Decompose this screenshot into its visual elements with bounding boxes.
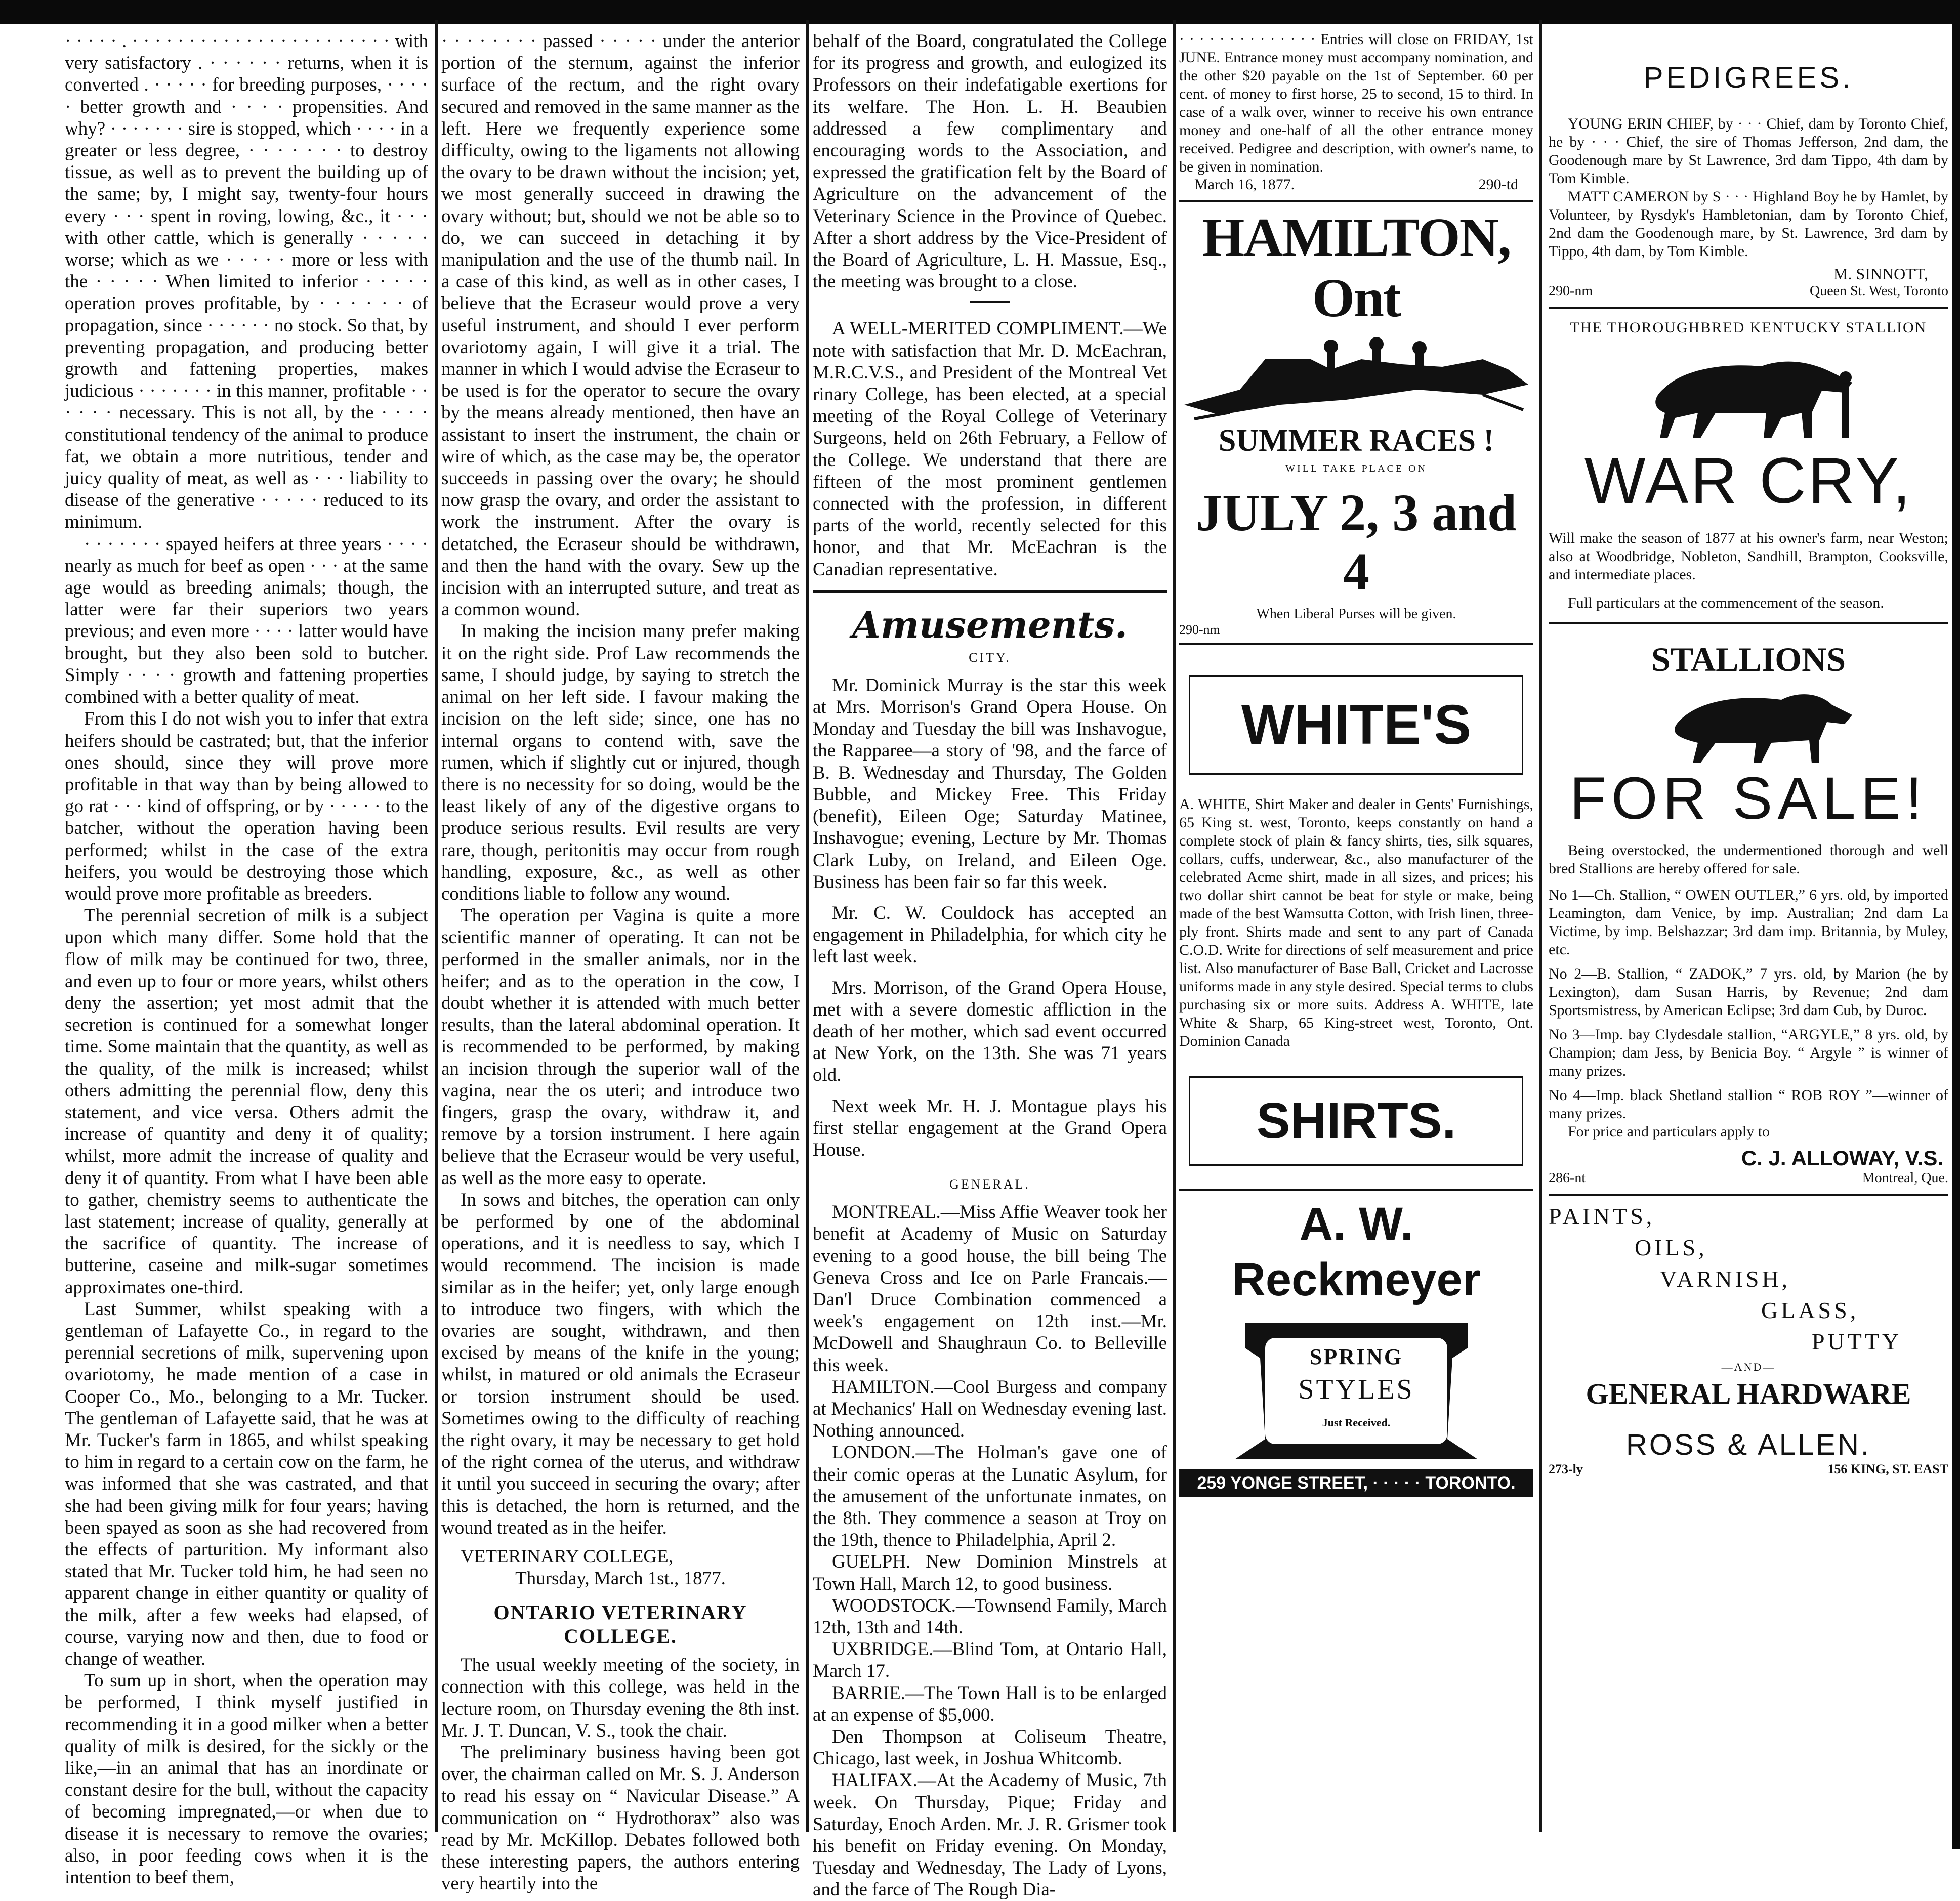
article-paragraph: To sum up in short, when the operation may be performed, I think myself justified in recommending it in a good milker when a better quality of milk is desired, for the sickly or the like,—in an animal that has an inordinate or constant desire for the bull, without the capacity of becoming impregnated,—or when due to disease it is necessary to remove the ovaries; also, in poor feeding cows when it is the intention to beef them,: [65, 1670, 428, 1888]
article-paragraph: In sows and bitches, the operation can only be performed by one of the abdominal operations, and it is needless to say, which I would recommend. The incision is made similar as in the heifer; yet, only large enough to introduce two fingers, with which the ovaries are sought, withdrawn, and then excised by means of the knife in the young; whilst, in matured or old animals the Ecraseur or torsion instrument should be used. Sometimes owing to the difficulty of reaching the right ovary, it may be necessary to get hold of the right cornea of the uterus, and withdraw it until you succeed in securing the ovary; after this is detached, the horn is returned, and the wound treated as in the heifer.: [441, 1189, 800, 1538]
column-3: [813, 30, 1167, 1900]
alloway-name: C. J. ALLOWAY, V.S.: [1741, 1146, 1943, 1170]
purses-code: 290-nm: [1179, 622, 1220, 637]
article-paragraph: WOODSTOCK.—Townsend Family, March 12th, 13th and 14th.: [813, 1595, 1167, 1638]
column-rule: [1173, 20, 1176, 1832]
article-paragraph: Last Summer, whilst speaking with a gentleman of Lafayette Co., in regard to the perennial secretions of milk, supervening upon ovariotomy, he made mention of a case in Cooper Co., Mo., belonging to a Mr. Tucker. The gentleman of Lafayette said, that he was at Mr. Tucker's farm in 1865, and whilst speaking to him in regard to a certain cow on the farm, he was informed that she was castrated, and that she had been giving milk for four years; having been spayed as soon as she had recovered from the effects of parturition. My informant also stated that Mr. Tucker told him, he had seen no apparent change in either quantity or quality of the milk, after a few weeks had elapsed, of course, varying now and then, due to food or change of weather.: [65, 1298, 428, 1670]
stallion-illustration-2: [1549, 680, 1948, 766]
ross-allen-title: ROSS & ALLEN.: [1626, 1428, 1871, 1461]
white-shirt-ad: A. WHITE, Shirt Maker and dealer in Gents' Furnishings, 65 King st. west, Toronto, keeps constantly on hand a complete stock of plain & fancy shirts, ties, silk squares, collars, cuffs, underwear, &c., also manufacturer of the celebrated Acme shirt, made in all sizes, and prices; his two dollar shirt cannot be beat for style or make, being made of the best Wamsutta Cotton, with Irish linen, three-ply front. Shirts made and sent to any part of Canada C.O.D. Write for directions of self measurement and price list. Also manufacturer of Base Ball, Cricket and Lacrosse uniforms made in any style desired. Special terms to clubs purchasing six or more suits. Address A. WHITE, late White & Sharp, 65 King-street west, Toronto, Ont. Dominion Canada: [1179, 796, 1533, 1049]
article-paragraph: · · · · · . · · · · · · · · · · · · · · · · · · · · · · · with very satisfactory . · · · · · · returns, when it is converted . · · · · · for breeding purposes, · · · · · better growth and · · · · propensities. And why? · · · · · · · sire is stopped, which · · · · in a greater or less degree, · · · · · · · to destroy tissue, as well as to prevent the building up of the same; by, I might say, twenty-four hours every · · · spent in roving, lowing, &c., it · · · with other cattle, which is generally · · · · · worse; which as we · · · · · more or less with the · · · · · When limited to inferior · · · · · operation proves profitable, by · · · · · · of propagation, since · · · · · · no stock. So that, by preventing propagation, and producing better growth and fattening properties, makes judicious · · · · · · · in this manner, profitable · · · · · · necessary. This is not all, by the · · · · constitutional tendency of the animal to produce fat, we obtain a more nutritious, tender and juicy quality of meat, as well as · · · liability to disease of the generative · · · · · reduced to its minimum.: [65, 31, 428, 533]
horse-icon: [1549, 342, 1948, 443]
ross-code: 273-ly: [1549, 1462, 1583, 1476]
sale-intro: Being overstocked, the undermentioned thorough and well bred Stallions are hereby offered for sale.: [1549, 842, 1948, 877]
sale-item: No 1—Ch. Stallion, “ OWEN OUTLER,” 6 yrs. old, by imported Leamington, dam Venice, by imp. Australian; 2nd dam La Victime, by imp. Belshazzar; 3rd dam imp. Britannia, by Muley, etc.: [1549, 886, 1948, 958]
war-cry-title: WAR CRY,: [1584, 445, 1913, 517]
pedigree-entry: MATT CAMERON by S · · · Highland Boy he by Hamlet, by Volunteer, by Rysdyk's Hambletonian, dam by Toronto Chief, 2nd dam the Goodenough mare, by St. Lawrence, 3rd dam by Tippo, 4th dam, by Tom Kimble.: [1549, 188, 1948, 260]
compliment-paragraph: A WELL-MERITED COMPLIMENT.—We note with satisfaction that Mr. D. McEachran, M.R.C.V.S., and President of the Montreal Vet rinary College, has been elected, at a special meeting of the Royal College of Veterinary Surgeons, held on 26th February, a Fellow of the College. We understand that there are fifteen of the most prominent gentlemen connected with the profession, in different parts of the world, recently selected for this honor, and that Mr. McEachran is the Canadian representative.: [813, 318, 1167, 580]
column-rule: [806, 20, 809, 1832]
column-1: [65, 30, 428, 1888]
glass-line: GLASS,: [1761, 1297, 1859, 1323]
kentucky-heading: THE THOROUGHBRED KENTUCKY STALLION: [1570, 319, 1927, 336]
article-paragraph: The usual weekly meeting of the society, in connection with this college, was held in the lecture room, on Thursday evening the 8th inst. Mr. J. T. Duncan, V. S., took the chair.: [441, 1655, 800, 1741]
top-border: [0, 0, 1960, 24]
article-paragraph: From this I do not wish you to infer that extra heifers should be castrated; but, that the inferior ones should, since they will prove more profitable in that way than by being allowed to go rat · · · kind of offspring, or by · · · · · to the batcher, without the operation having been performed; whilst in the case of the extra heifers, you would be destroying those which would prove more profitable as breeders.: [65, 708, 428, 904]
stallions-title: STALLIONS: [1651, 640, 1846, 679]
article-paragraph: Den Thompson at Coliseum Theatre, Chicago, last week, in Joshua Whitcomb.: [813, 1726, 1167, 1769]
article-paragraph: behalf of the Board, congratulated the College for its progress and growth, and eulogized its Professors on their indefatigable exertions for its welfare. The Hon. L. H. Beaubien addressed a few complimentary and encouraging words to the Association, and expressed the gratification felt by the Board of Agriculture on the advancement of the Veterinary Science in the Province of Quebec. After a short address by the Vice-President of the Board of Agriculture, L. H. Massue, Esq., the meeting was brought to a close.: [813, 31, 1167, 292]
putty-line: PUTTY: [1812, 1329, 1902, 1355]
hamilton-title: HAMILTON, Ont: [1202, 207, 1511, 328]
article-paragraph: The perennial secretion of milk is a subject upon which many differ. Some hold that the flow of milk may be continued for two, three, and even up to four or more years, whilst others deny the assertion; yet most admit that the secretion is continued for a somewhat longer time. Some maintain that the quantity, as well as the quality, of the milk is increased; whilst others admitting the perennial flow, deny this statement, and vice versa. Others admit the increase of quantity and deny it of quality; whilst, more admit the increase of quality and deny it of quantity. From what I have been able to gather, chemistry seems to authenticate the last statement; increase of quality, generally at the sacrifice of quantity. The increase of butterine, caseine and milk-sugar sometimes approximates one-third.: [65, 905, 428, 1298]
for-sale-title: FOR SALE!: [1569, 765, 1928, 832]
section-heading: ONTARIO VETERINARY COLLEGE.: [493, 1601, 747, 1648]
column-2: [441, 30, 800, 1894]
signature-date: Thursday, March 1st., 1877.: [515, 1568, 726, 1589]
column-rule: [435, 20, 438, 1832]
reckmeyer-title: A. W. Reckmeyer: [1232, 1198, 1481, 1305]
article-paragraph: The preliminary business having been got over, the chairman called on Mr. S. J. Anderson to read his essay on “ Navicular Disease.” A communication on “ Hydrothorax” also was read by Mr. McKillop. Debates followed both these interesting papers, the authors entering very heartily into the: [441, 1742, 800, 1894]
horse-racing-icon: [1179, 329, 1533, 420]
sinnott-name: M. SINNOTT,: [1833, 265, 1928, 283]
city-label: CITY.: [969, 650, 1011, 665]
styles-label: STYLES: [1298, 1374, 1414, 1405]
war-cry-text: Will make the season of 1877 at his owner's farm, near Weston; also at Woodbridge, Nobleton, Sandhill, Brampton, Cooksville, and intermediate places.: [1549, 530, 1948, 583]
oils-line: OILS,: [1635, 1235, 1707, 1260]
article-paragraph: Mrs. Morrison, of the Grand Opera House, met with a severe domestic affliction in the death of her mother, which sad event occurred at New York, on the 13th. She was 71 years old.: [813, 977, 1167, 1086]
article-paragraph: The operation per Vagina is quite a more scientific manner of operating. It can not be performed in the smaller animals, nor in the heifer; and as to the operation in the cow, I doubt whether it is attended with much better results, than the lateral abdominal operation. It is recommended to be performed, by making an incision through the superior wall of the vagina, near the os uteri; and introduce two fingers, grasp the ovary, withdraw it, and remove by a torsion instrument. I here again believe that the Ecraseur would be very useful, as well as the more easy to operate.: [441, 905, 800, 1189]
article-paragraph: GUELPH. New Dominion Minstrels at Town Hall, March 12, to good business.: [813, 1551, 1167, 1594]
article-paragraph: UXBRIDGE.—Blind Tom, at Ontario Hall, March 17.: [813, 1639, 1167, 1682]
war-cry-text-2: Full particulars at the commencement of the season.: [1568, 595, 1884, 611]
article-paragraph: · · · · · · · spayed heifers at three years · · · · nearly as much for beef as open · · · at the same age would as breeding animals; though, the latter were far their superiors two years previous; and even more · · · · latter would have brought, but they also been sold to butcher. Simply · · · · growth and fattening properties combined with a better quality of meat.: [65, 533, 428, 708]
sale-item: No 3—Imp. bay Clydesdale stallion, “ARGYLE,” 8 yrs. old, by Champion; dam Jess, by Benicia Boy. “ Argyle ” is winner of many prizes.: [1549, 1026, 1948, 1079]
sinnott-code: 290-nm: [1549, 283, 1593, 299]
alloway-code: 286-nt: [1549, 1170, 1586, 1186]
article-paragraph: Next week Mr. H. J. Montague plays his first stellar engagement at the Grand Opera House.: [813, 1095, 1167, 1160]
article-paragraph: · · · · · · · · passed · · · · · under the anterior portion of the sternum, against the inferior surface of the rectum, and the right ovary secured and removed in the same manner as the left. Here we frequently experience some difficulty, owing to the ligaments not allowing the ovary to be drawn without the incision; yet, we most generally succeed in drawing the ovary without; but, should we not be able so to do, we can succeed in detaching it by manipulation and the use of the thumb nail. In a case of this kind, as well as in other cases, I believe that the Ecraseur would prove a very useful instrument, and should I ever perform ovariotomy again, I will give it a trial. The manner in which I would advise the Ecraseur to be used is for the operator to secure the ovary by the means already mentioned, then have an assistant to insert the instrument, the chain or wire of which, as the case may be, the operator succeeds in passing over the ovary; he should now grasp the ovary, and order the assistant to work the instrument. After the ovary is detatched, the Ecraseur should be withdrawn, and then the hand with the ovary. Sew up the incision with an interrupted suture, and treat as a common wound.: [441, 31, 800, 620]
signature-line: VETERINARY COLLEGE,: [461, 1546, 673, 1568]
sale-item: No 4—Imp. black Shetland stallion “ ROB ROY ”—winner of many prizes.: [1549, 1087, 1948, 1122]
column-4: [1179, 30, 1533, 1832]
varnish-line: VARNISH,: [1660, 1266, 1791, 1292]
article-paragraph: MONTREAL.—Miss Affie Weaver took her benefit at Academy of Music on Saturday evening to a good house, the bill being The Geneva Cross and Ice on Parle Francais.—Dan'l Druce Combination commenced a week's engagement on 12th inst.—Mr. McDowell and Shaughraun Co. to Belleville this week.: [813, 1202, 1167, 1376]
amusements-title: Amusements.: [852, 603, 1128, 646]
race-date: March 16, 1877.: [1194, 176, 1295, 193]
hardware-line: GENERAL HARDWARE: [1586, 1377, 1911, 1410]
hat-illustration: [1215, 1313, 1498, 1464]
and-line: —AND—: [1721, 1361, 1776, 1373]
whites-title: WHITE'S: [1241, 694, 1471, 756]
spring-label: SPRING: [1309, 1344, 1403, 1369]
pedigrees-title: PEDIGREES.: [1643, 61, 1854, 94]
shirts-frame: [1189, 1076, 1523, 1166]
sale-item: No 2—B. Stallion, “ ZADOK,” 7 yrs. old, by Marion (he by Lexington), dam Susan Harris, by Revenue; 2nd dam Sportsmistress, by American Eclipse; 3rd dam Cub, by Duroc.: [1549, 965, 1948, 1019]
summer-races: SUMMER RACES !: [1218, 424, 1494, 458]
reckmeyer-address-bar: 259 YONGE STREET, · · · · · TORONTO.: [1179, 1469, 1533, 1497]
purses-line: When Liberal Purses will be given.: [1256, 606, 1456, 622]
article-paragraph: BARRIE.—The Town Hall is to be enlarged at an expense of $5,000.: [813, 1682, 1167, 1725]
whites-frame: [1189, 675, 1523, 775]
column-5: [1549, 30, 1948, 1832]
right-border: [1952, 0, 1960, 1849]
article-paragraph: HAMILTON.—Cool Burgess and company at Mechanics' Hall on Wednesday evening last. Nothing announced.: [813, 1376, 1167, 1442]
alloway-address: Montreal, Que.: [1862, 1170, 1948, 1186]
pedigree-entry: YOUNG ERIN CHIEF, by · · · Chief, dam by Toronto Chief, he by · · · Chief, the sire of Thomas Jefferson, 2nd dam, the Goodenough mare by St Lawrence, 3rd dam Tippo, 4th dam by Tom Kimble.: [1549, 115, 1948, 187]
article-paragraph: LONDON.—The Holman's gave one of their comic operas at the Lunatic Asylum, for the amusement of the unfortunate inmates, on the 8th. They commence a season at Troy on the 19th, thence to Philadelphia, April 2.: [813, 1442, 1167, 1551]
general-label: GENERAL.: [949, 1177, 1030, 1192]
horse-icon: [1549, 680, 1948, 766]
stallion-illustration: [1549, 342, 1948, 443]
ross-address: 156 KING, ST. EAST: [1827, 1462, 1948, 1476]
will-take-place: WILL TAKE PLACE ON: [1285, 463, 1427, 474]
sale-footer: For price and particulars apply to: [1568, 1123, 1770, 1140]
race-code: 290-td: [1478, 176, 1518, 193]
article-paragraph: In making the incision many prefer making it on the right side. Prof Law recommends the same, I should judge, by saying to stretch the animal on her left side. I favour making the incision on the left side; since, one has no internal organs to contend with, save the rumen, which if slightly cut or injured, though there is no necessity for so doing, would be the least likely of any of the digestive organs to produce serious results. Evil results are very rare, though, peritonitis may occur from rough handling, exposure, &c., as well as other conditions liable to follow any wound.: [441, 621, 800, 904]
racehorses-illustration: [1179, 329, 1533, 420]
race-terms: · · · · · · · · · · · · · · Entries will close on FRIDAY, 1st JUNE. Entrance money must accompany nomination, and the other $20 payable on the 1st of September. 60 per cent. of money to first horse, 25 to second, 15 to third. In case of a walk over, winner to receive his own entrance money and one-half of all the other entrance money received. Pedigree and description, with owner's name, to be given in nomination.: [1179, 31, 1533, 175]
shirts-title: SHIRTS.: [1256, 1092, 1456, 1149]
article-paragraph: Mr. C. W. Couldock has accepted an engagement in Philadelphia, for which city he left last week.: [813, 902, 1167, 967]
double-rule: [813, 590, 1167, 593]
article-paragraph: Mr. Dominick Murray is the star this week at Mrs. Morrison's Grand Opera House. On Monday and Tuesday the bill was Inshavogue, the Rapparee—a story of '98, and the farce of B. B. Wednesday and Thursday, The Golden Bubble, and Mickey Free. This Friday (benefit), Eileen Oge; Saturday Matinee, Inshavogue; evening, Lecture by Mr. Thomas Clark Luby, on Ireland, and Eileen Oge. Business has been fair so far this week.: [813, 674, 1167, 893]
just-received: Just Received.: [1322, 1416, 1391, 1429]
july-dates: JULY 2, 3 and 4: [1196, 484, 1517, 601]
paints-line: PAINTS,: [1549, 1203, 1655, 1229]
column-rule: [1539, 20, 1542, 1832]
article-paragraph: HALIFAX.—At the Academy of Music, 7th week. On Thursday, Pique; Friday and Saturday, Enoch Arden. Mr. J. R. Grismer took his benefit on Friday evening. On Monday, Tuesday and Wednesday, The Lady of Lyons, and the farce of The Rough Dia-: [813, 1770, 1167, 1900]
sinnott-address: Queen St. West, Toronto: [1810, 283, 1948, 299]
section-divider: [970, 301, 1010, 303]
